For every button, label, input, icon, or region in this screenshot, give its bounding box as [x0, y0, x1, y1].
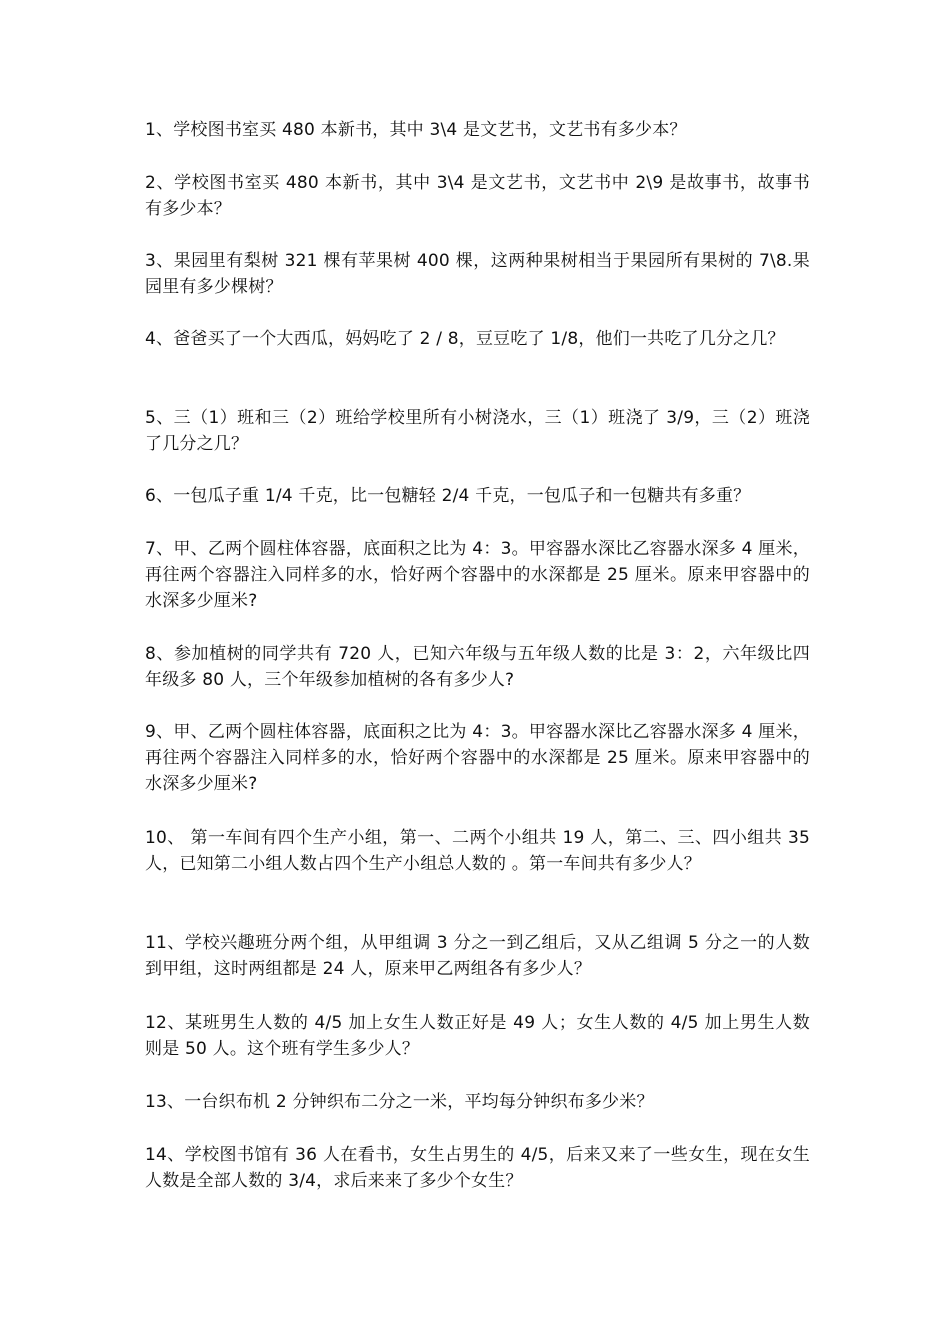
- problem-12: 12、某班男生人数的 4/5 加上女生人数正好是 49 人；女生人数的 4/5 加上男生人数则是 50 人。这个班有学生多少人？: [145, 1013, 810, 1059]
- problem-3: 3、果园里有梨树 321 棵有苹果树 400 棵，这两种果树相当于果园所有果树的 7\8.果园里有多少棵树？: [145, 251, 810, 297]
- problem-5: 5、三（1）班和三（2）班给学校里所有小树浇水，三（1）班浇了 3/9，三（2）班浇了几分之几？: [145, 408, 810, 454]
- problem-11: 11、学校兴趣班分两个组，从甲组调 3 分之一到乙组后，又从乙组调 5 分之一的人数到甲组，这时两组都是 24 人，原来甲乙两组各有多少人？: [145, 933, 810, 979]
- problem-1: 1、学校图书室买 480 本新书，其中 3\4 是文艺书，文艺书有多少本？: [145, 120, 687, 140]
- problem-8: 8、参加植树的同学共有 720 人，已知六年级与五年级人数的比是 3：2，六年级比四年级多 80 人，三个年级参加植树的各有多少人?: [145, 644, 810, 690]
- problem-6: 6、一包瓜子重 1/4 千克，比一包糖轻 2/4 千克，一包瓜子和一包糖共有多重？: [145, 486, 751, 506]
- problem-4: 4、爸爸买了一个大西瓜，妈妈吃了 2 / 8，豆豆吃了 1/8，他们一共吃了几分之几？: [145, 329, 785, 349]
- problem-9: 9、甲、乙两个圆柱体容器，底面积之比为 4：3。甲容器水深比乙容器水深多 4 厘米，再往两个容器注入同样多的水，恰好两个容器中的水深都是 25 厘米。原来甲容器中的水深多少厘米?: [145, 722, 810, 794]
- problem-7: 7、甲、乙两个圆柱体容器，底面积之比为 4：3。甲容器水深比乙容器水深多 4 厘米，再往两个容器注入同样多的水，恰好两个容器中的水深都是 25 厘米。原来甲容器中的水深多少厘米?: [145, 539, 810, 611]
- problem-14: 14、学校图书馆有 36 人在看书，女生占男生的 4/5，后来又来了一些女生，现在女生人数是全部人数的 3/4，求后来来了多少个女生？: [145, 1145, 810, 1191]
- problem-10: 10、 第一车间有四个生产小组，第一、二两个小组共 19 人，第二、三、四小组共 35 人，已知第二小组人数占四个生产小组总人数的 。第一车间共有多少人？: [145, 828, 810, 874]
- problem-13: 13、一台织布机 2 分钟织布二分之一米，平均每分钟织布多少米？: [145, 1092, 654, 1112]
- problem-2: 2、学校图书室买 480 本新书，其中 3\4 是文艺书，文艺书中 2\9 是故事书，故事书有多少本？: [145, 173, 810, 219]
